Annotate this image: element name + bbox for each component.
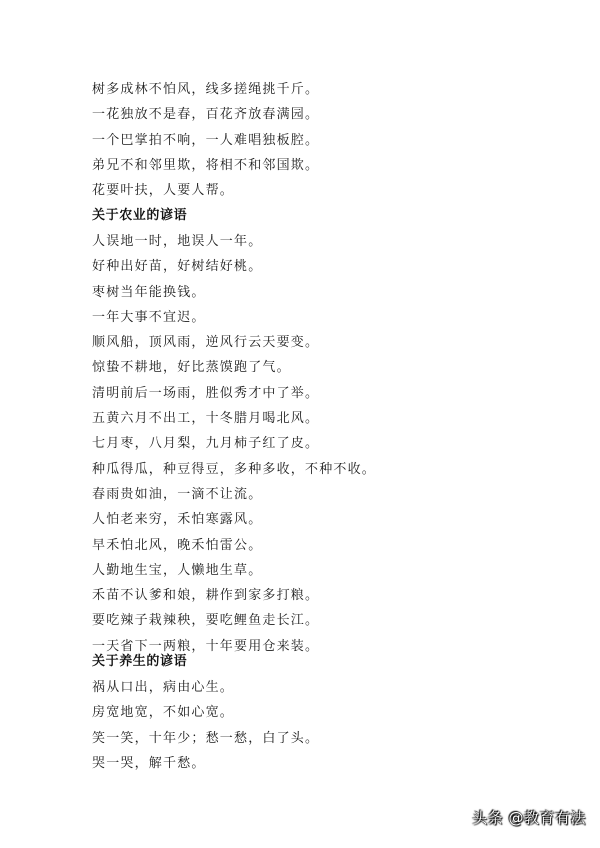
proverb-line: 一天省下一两粮，十年要用仓来装。 <box>92 638 320 654</box>
proverb-line: 树多成林不怕风，线多搓绳挑千斤。 <box>92 82 320 97</box>
health-heading: 关于养生的谚语 <box>92 654 188 669</box>
proverb-line: 顺风船，顶风雨，逆风行云天要变。 <box>92 335 320 351</box>
proverb-line: 枣树当年能换钱。 <box>92 284 206 300</box>
proverb-line: 五黄六月不出工，十冬腊月喝北风。 <box>92 411 320 427</box>
proverb-line: 一个巴掌拍不响，一人难唱独板腔。 <box>92 132 320 148</box>
proverb-line: 人误地一时，地误人一年。 <box>92 234 263 249</box>
proverb-line: 早禾怕北风，晚禾怕雷公。 <box>92 537 263 553</box>
proverb-line: 弟兄不和邻里欺，将相不和邻国欺。 <box>92 157 320 173</box>
proverb-line: 一年大事不宜迟。 <box>92 309 206 325</box>
proverb-line: 惊蛰不耕地，好比蒸馍跑了气。 <box>92 360 291 376</box>
proverb-line: 人勤地生宝，人懒地生草。 <box>92 562 263 578</box>
proverb-line: 房宽地宽，不如心宽。 <box>92 705 235 721</box>
proverb-line: 好种出好苗，好树结好桃。 <box>92 259 263 275</box>
proverb-line: 七月枣，八月梨，九月柿子红了皮。 <box>92 436 320 452</box>
proverb-line: 哭一哭，解千愁。 <box>92 755 206 771</box>
proverb-line: 笑一笑，十年少；愁一愁，白了头。 <box>92 730 320 746</box>
proverb-line: 花要叶扶，人要人帮。 <box>92 183 235 199</box>
watermark: 头条 @教育有法 <box>472 809 586 827</box>
agriculture-heading: 关于农业的谚语 <box>92 208 188 223</box>
proverb-line: 种瓜得瓜，种豆得豆，多种多收，不种不收。 <box>92 461 377 477</box>
proverb-line: 清明前后一场雨，胜似秀才中了举。 <box>92 385 320 401</box>
health-proverbs <box>92 675 532 776</box>
proverb-line: 要吃辣子栽辣秧，要吃鲤鱼走长江。 <box>92 613 320 629</box>
proverb-line: 春雨贵如油，一滴不让流。 <box>92 486 263 502</box>
agriculture-proverbs <box>92 229 532 659</box>
proverb-line: 禾苗不认爹和娘，耕作到家多打粮。 <box>92 588 320 604</box>
proverb-line: 祸从口出，病由心生。 <box>92 680 235 695</box>
intro-proverbs <box>92 77 532 203</box>
proverb-line: 一花独放不是春，百花齐放春满园。 <box>92 107 320 123</box>
proverb-line: 人怕老来穷，禾怕寒露风。 <box>92 512 263 528</box>
